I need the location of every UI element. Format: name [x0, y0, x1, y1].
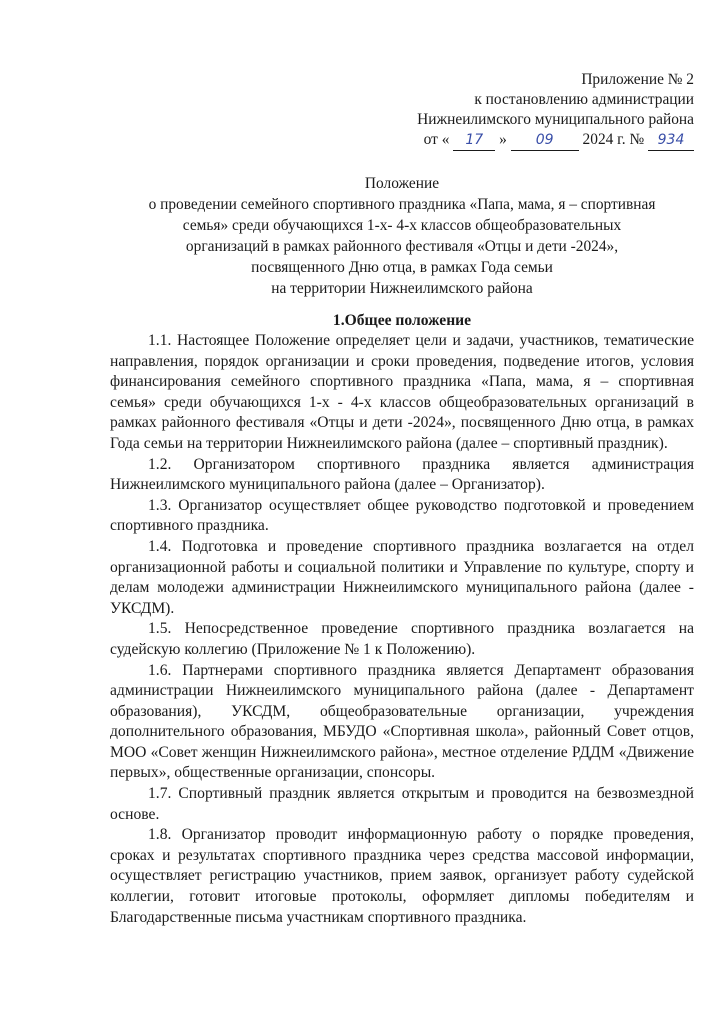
attachment-header: [417, 70, 694, 151]
section-title: 1.Общее положение: [332, 312, 472, 329]
attachment-ref: к постановлению администрации: [474, 91, 694, 108]
paragraph: 1.3. Организатор осуществляет общее руководство подготовкой и проведением спортивного праздника.: [110, 496, 694, 535]
title-line: на территории Нижнеилимского района: [271, 280, 533, 297]
paragraph: 1.4. Подготовка и проведение спортивного праздника возлагается на отдел организационной работы и социальной политики и Управление по культуре, спорту и делам молодежи администрации Нижнеилимского муниципального района (далее - УКСДМ).: [110, 537, 694, 617]
title-heading: Положение: [364, 175, 440, 192]
paragraph: 1.1. Настоящее Положение определяет цели и задачи, участников, тематические направления, порядок организации и сроки проведения, подведение итогов, условия финансирования семейного спортивного праздника «Папа, мама, я – спортивная семья» среди обучающихся 1-х - 4-х классов общеобразовательных организаций в рамках районного фестиваля «Отцы и дети -2024», посвященного Дню отца, в рамках Года семьи на территории Нижнеилимского района (далее – спортивный праздник).: [110, 332, 694, 452]
title-line: о проведении семейного спортивного праздника «Папа, мама, я – спортивная: [148, 196, 656, 213]
title-line: организаций в рамках районного фестиваля «Отцы и дети -2024»,: [185, 238, 619, 255]
attachment-number: Приложение № 2: [581, 71, 694, 88]
attachment-authority: Нижнеилимского муниципального района: [417, 111, 694, 128]
paragraph: 1.8. Организатор проводит информационную работу о порядке проведения, сроках и результатах спортивного праздника через средства массовой информации, осуществляет регистрацию участников, прием заявок, организует работу судейской коллегии, готовит итоговые протоколы, оформляет дипломы победителям и Благодарственные письма участникам спортивного праздника.: [110, 826, 694, 926]
document-title: [110, 173, 694, 299]
handwritten-day: 17: [453, 130, 495, 151]
section-body: [110, 331, 694, 928]
paragraph: 1.7. Спортивный праздник является открытым и проводится на безвозмездной основе.: [110, 785, 694, 823]
date-between: »: [499, 131, 507, 148]
date-year: 2024 г. №: [582, 131, 645, 148]
paragraph: 1.6. Партнерами спортивного праздника является Департамент образования администрации Нижнеилимского муниципального района (далее - Департамент образования), УКСДМ, общеобразовательные организации, учреждения дополнительного образования, МБУДО «Спортивная школа», районный Совет отцов, МОО «Совет женщин Нижнеилимского района», местное отделение РДДМ «Движение первых», общественные организации, спонсоры.: [110, 661, 694, 782]
attachment-date-line: [417, 130, 694, 151]
paragraph: 1.5. Непосредственное проведение спортивного праздника возлагается на судейскую коллегию (Приложение № 1 к Положению).: [110, 620, 694, 658]
handwritten-number: 934: [648, 130, 694, 151]
date-prefix: от «: [423, 131, 450, 148]
title-line: посвященного Дню отца, в рамках Года семьи: [251, 259, 553, 276]
handwritten-month: 09: [511, 130, 579, 151]
title-line: семья» среди обучающихся 1-х- 4-х классов общеобразовательных: [182, 217, 622, 234]
paragraph: 1.2. Организатором спортивного праздника является администрация Нижнеилимского муниципального района (далее – Организатор).: [110, 455, 694, 494]
